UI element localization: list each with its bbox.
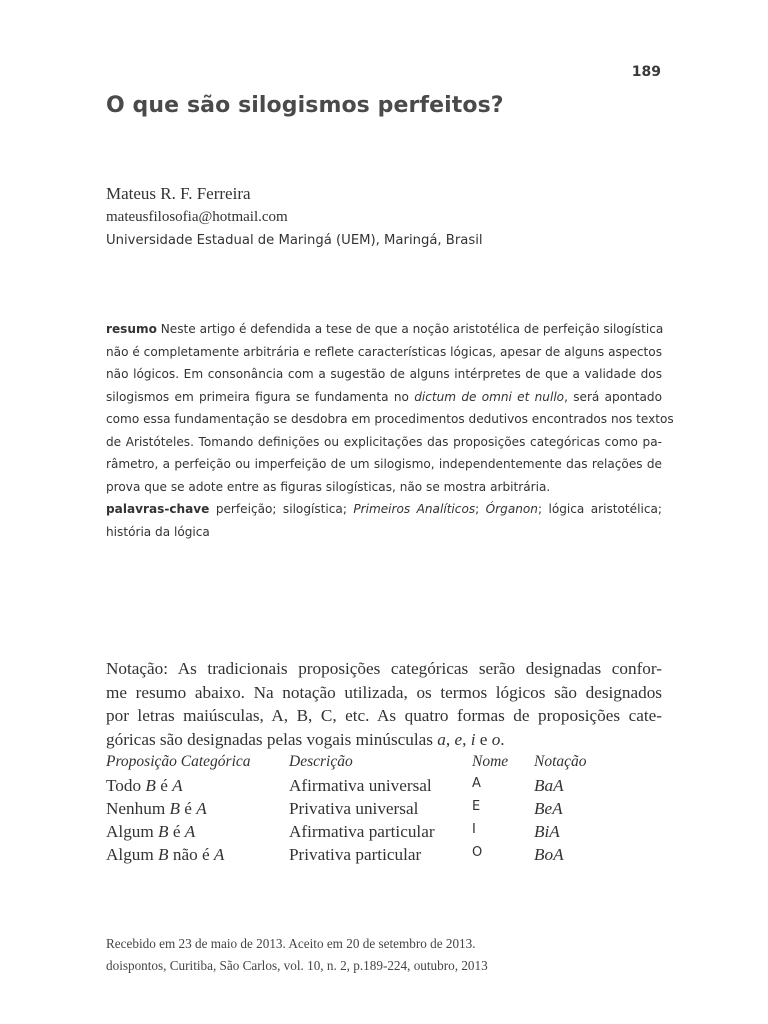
notation-line: me resumo abaixo. Na notação utilizada, os termos lógicos são designados (106, 682, 662, 702)
proposition-table (106, 753, 666, 868)
abstract-label: resumo (106, 322, 157, 336)
name-cell: A (472, 776, 481, 791)
abstract-line: não é completamente arbitrária e reflete características lógicas, apesar de alguns aspectos (106, 344, 662, 359)
table-row (106, 845, 666, 868)
proposition-cell: Algum B é A (106, 822, 196, 841)
table-header: Nome (472, 753, 509, 770)
table-header: Descrição (289, 753, 353, 770)
table-header: Notação (534, 753, 587, 770)
abstract-line: resumo Neste artigo é defendida a tese de que a noção aristotélica de perfeição silogística (106, 322, 664, 336)
table-header: Proposição Categórica (106, 753, 251, 770)
table-row (106, 776, 666, 799)
notation-line: góricas são designadas pelas vogais minúsculas a, e, i e o. (106, 729, 505, 749)
abstract-line: como essa fundamentação se desdobra em procedimentos dedutivos encontrados nos textos (106, 412, 674, 426)
notation-cell: BoA (534, 845, 564, 864)
footer (106, 933, 488, 977)
proposition-cell: Nenhum B é A (106, 799, 207, 818)
article-title: O que são silogismos perfeitos? (106, 93, 504, 118)
notation-line: Notação: As tradicionais proposições categóricas serão designadas confor- (106, 659, 662, 678)
notation-cell: BiA (534, 822, 560, 841)
table-header-row (106, 753, 666, 776)
name-cell: E (472, 799, 481, 814)
notation-cell: BeA (534, 799, 563, 818)
abstract-line: râmetro, a perfeição ou imperfeição de um silogismo, independentemente das relações de (106, 457, 662, 471)
description-cell: Afirmativa universal (289, 776, 432, 795)
description-cell: Privativa particular (289, 845, 422, 864)
abstract-line: silogismos em primeira figura se fundamenta no dictum de omni et nullo, será apontado (106, 389, 662, 404)
keywords-line: palavras-chave perfeição; silogística; Primeiros Analíticos; Órganon; lógica aristotélica; (106, 502, 662, 516)
author-name: Mateus R. F. Ferreira (106, 184, 251, 203)
name-cell: O (472, 845, 483, 860)
description-cell: Afirmativa particular (289, 822, 435, 841)
table-row (106, 799, 666, 822)
author-email: mateusfilosofia@hotmail.com (106, 209, 288, 225)
table-row (106, 822, 666, 845)
proposition-cell: Algum B não é A (106, 845, 225, 864)
abstract-line: não lógicos. Em consonância com a sugestão de alguns intérpretes de que a validade dos (106, 367, 662, 381)
notation-paragraph (106, 657, 662, 751)
page-number: 189 (631, 64, 661, 80)
name-cell: I (472, 822, 476, 837)
abstract-line: prova que se adote entre as figuras silogísticas, não se mostra arbitrária. (106, 479, 551, 494)
journal-citation: doispontos, Curitiba, São Carlos, vol. 10, n. 2, p.189-224, outubro, 2013 (106, 958, 488, 973)
notation-line: por letras maiúsculas, A, B, C, etc. As quatro formas de proposições cate- (106, 706, 662, 725)
description-cell: Privativa universal (289, 799, 419, 818)
notation-cell: BaA (534, 776, 564, 795)
keywords-line: história da lógica (106, 524, 210, 539)
abstract (106, 318, 674, 543)
keywords-label: palavras-chave (106, 502, 210, 516)
abstract-line: de Aristóteles. Tomando definições ou explicitações das proposições categóricas como pa- (106, 434, 662, 449)
received-date: Recebido em 23 de maio de 2013. Aceito em 20 de setembro de 2013. (106, 936, 476, 951)
proposition-cell: Todo B é A (106, 776, 183, 795)
author-affiliation: Universidade Estadual de Maringá (UEM), Maringá, Brasil (106, 233, 483, 248)
